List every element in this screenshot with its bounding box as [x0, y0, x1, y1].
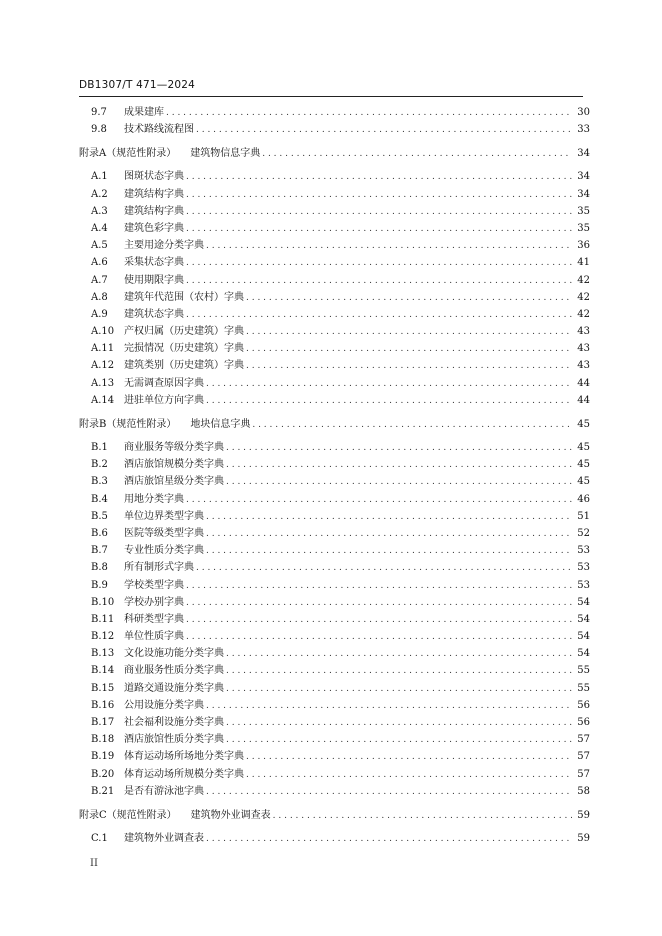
toc-entry-page: 51 [577, 510, 590, 522]
toc-entry-title: 建筑类别（历史建筑）字典 [124, 360, 244, 372]
toc-entry-title: 建筑结构字典 [124, 205, 184, 217]
toc-entry[interactable] [79, 357, 590, 374]
toc-entry-page: 45 [577, 459, 590, 471]
dot-leader [206, 526, 572, 543]
dot-leader [206, 784, 572, 801]
toc-entry-page: 44 [577, 394, 590, 406]
toc-entry[interactable] [79, 491, 590, 508]
toc-entry-page: 59 [577, 809, 590, 821]
toc-entry-title: 进驻单位方向字典 [124, 394, 204, 406]
dot-leader [186, 612, 572, 629]
toc-entry-title: 建筑物信息字典 [190, 148, 261, 160]
toc-entry[interactable] [79, 645, 590, 662]
toc-entry-number: A.6 [91, 257, 108, 269]
toc-entry-title: 图斑状态字典 [124, 171, 184, 183]
toc-entry[interactable] [79, 186, 590, 203]
toc-entry-page: 45 [577, 442, 590, 453]
toc-entry[interactable] [79, 439, 590, 456]
toc-entry-page: 43 [577, 360, 590, 372]
toc-entry[interactable] [79, 340, 590, 357]
toc-entry-page: 34 [577, 188, 590, 200]
dot-leader [246, 341, 572, 358]
toc-entry-number: B.4 [91, 493, 108, 505]
dot-leader [246, 324, 572, 341]
toc-entry[interactable] [79, 628, 590, 645]
toc-entry-title: 社会福利设施分类字典 [124, 717, 224, 728]
toc-entry-title: 采集状态字典 [124, 257, 184, 269]
toc-entry[interactable] [79, 830, 590, 847]
toc-entry-page: 33 [577, 124, 590, 136]
toc-entry-title: 体育运动场所规模分类字典 [124, 768, 244, 780]
toc-entry-page: 55 [577, 665, 590, 677]
toc-entry-number: C.1 [91, 832, 108, 844]
toc-entry-title: 建筑物外业调查表 [124, 832, 204, 844]
toc-entry-page: 45 [577, 419, 590, 430]
toc-entry-number: B.9 [91, 579, 108, 591]
toc-entry-title: 所有制形式字典 [124, 562, 194, 574]
toc-entry-number: A.13 [91, 377, 115, 389]
toc-entry[interactable] [79, 594, 590, 611]
dot-leader [246, 358, 572, 375]
toc-entry-number: A.14 [91, 394, 115, 406]
toc-entry-title: 学校类型字典 [124, 579, 184, 591]
toc-entry[interactable] [79, 104, 590, 121]
toc-entry-number: B.8 [91, 562, 108, 574]
toc-entry-page: 57 [577, 734, 590, 746]
toc-appendix-entry[interactable] [79, 414, 590, 436]
toc-entry-title: 主要用途分类字典 [124, 240, 204, 252]
toc-entry-title: 酒店旅馆星级分类字典 [124, 476, 224, 488]
toc-entry-number: B.7 [91, 545, 108, 557]
dot-leader [226, 681, 572, 698]
toc-entry-page: 58 [577, 785, 590, 797]
toc-entry[interactable] [79, 766, 590, 783]
toc-entry[interactable] [79, 542, 590, 559]
toc-entry-number: A.2 [91, 188, 108, 200]
toc-entry-title: 单位边界类型字典 [124, 510, 204, 522]
toc-entry-title: 商业服务性质分类字典 [124, 665, 224, 677]
toc-entry-title: 酒店旅馆规模分类字典 [124, 459, 224, 471]
toc-entry-page: 43 [577, 326, 590, 338]
toc-entry[interactable] [79, 577, 590, 594]
toc-entry-page: 53 [577, 545, 590, 557]
dot-leader [186, 595, 572, 612]
dot-leader [206, 831, 572, 848]
toc-entry-title: 是否有游泳池字典 [124, 785, 204, 797]
toc-entry[interactable] [79, 680, 590, 697]
toc-entry-number: B.15 [91, 682, 115, 694]
toc-entry-page: 57 [577, 768, 590, 780]
toc-entry-page: 53 [577, 579, 590, 591]
toc-entry-page: 30 [577, 107, 590, 118]
toc-entry-title: 建筑年代范围（农村）字典 [124, 291, 244, 303]
toc-entry-title: 科研类型字典 [124, 613, 184, 625]
toc-entry[interactable] [79, 748, 590, 765]
toc-entry-number: B.19 [91, 751, 115, 763]
toc-entry-number: 9.7 [91, 107, 107, 118]
toc-entry[interactable] [79, 611, 590, 628]
toc-entry[interactable] [79, 697, 590, 714]
toc-entry[interactable] [79, 237, 590, 254]
table-of-contents [79, 104, 590, 847]
toc-appendix-entry[interactable] [79, 805, 590, 827]
dot-leader [246, 290, 572, 307]
toc-entry[interactable] [79, 392, 590, 409]
toc-entry[interactable] [79, 254, 590, 271]
dot-leader [226, 646, 572, 663]
dot-leader [226, 474, 572, 491]
toc-entry-title: 建筑色彩字典 [124, 222, 184, 234]
toc-entry-page: 56 [577, 717, 590, 728]
toc-entry-page: 36 [577, 240, 590, 252]
toc-entry-page: 52 [577, 527, 590, 539]
toc-entry-page: 42 [577, 291, 590, 303]
toc-entry-title: 单位性质字典 [124, 631, 184, 643]
toc-entry-page: 45 [577, 476, 590, 488]
dot-leader [206, 238, 572, 255]
toc-entry-number: A.7 [91, 274, 108, 286]
toc-entry-number: B.16 [91, 699, 115, 711]
toc-entry[interactable] [79, 473, 590, 490]
dot-leader [273, 805, 572, 827]
toc-entry-number: B.11 [91, 613, 115, 625]
dot-leader [246, 767, 572, 784]
toc-entry-number: A.5 [91, 240, 108, 252]
toc-entry-page: 53 [577, 562, 590, 574]
toc-entry-page: 55 [577, 682, 590, 694]
toc-entry[interactable] [79, 559, 590, 576]
toc-entry[interactable] [79, 203, 590, 220]
toc-entry-number: B.21 [91, 785, 115, 797]
toc-entry-page: 41 [577, 257, 590, 269]
toc-entry-page: 46 [577, 493, 590, 505]
toc-appendix-entry[interactable] [79, 143, 590, 165]
dot-leader [206, 543, 572, 560]
toc-entry-page: 35 [577, 222, 590, 234]
toc-entry-title: 无需调查原因字典 [124, 377, 204, 389]
toc-entry-title: 体育运动场所场地分类字典 [124, 751, 244, 763]
dot-leader [186, 629, 572, 646]
dot-leader [186, 255, 572, 272]
toc-entry-number: B.6 [91, 527, 108, 539]
dot-leader [206, 376, 572, 393]
toc-entry[interactable] [79, 289, 590, 306]
toc-entry-number: B.5 [91, 510, 108, 522]
toc-entry-number: B.14 [91, 665, 115, 677]
toc-entry-page: 57 [577, 751, 590, 763]
toc-entry-page: 59 [577, 832, 590, 844]
toc-entry[interactable] [79, 375, 590, 392]
toc-entry-title: 建筑物外业调查表 [190, 809, 271, 821]
dot-leader [196, 122, 572, 139]
toc-entry-number: 附录A（规范性附录） [79, 148, 177, 160]
dot-leader [226, 457, 572, 474]
toc-entry[interactable] [79, 508, 590, 525]
toc-entry-title: 文化设施功能分类字典 [124, 648, 224, 660]
toc-entry-title: 地块信息字典 [190, 419, 251, 430]
toc-entry[interactable] [79, 323, 590, 340]
toc-entry-page: 34 [577, 148, 590, 160]
toc-entry[interactable] [79, 662, 590, 679]
toc-entry-number: 附录B（规范性附录） [79, 419, 177, 430]
toc-entry-title: 建筑结构字典 [124, 188, 184, 200]
toc-entry-page: 54 [577, 631, 590, 643]
toc-entry-number: A.11 [91, 343, 115, 355]
toc-entry[interactable] [79, 525, 590, 542]
toc-entry-title: 技术路线流程图 [124, 124, 194, 136]
toc-entry-title: 使用期限字典 [124, 274, 184, 286]
dot-leader [186, 187, 572, 204]
toc-entry-page: 35 [577, 205, 590, 217]
toc-entry-page: 42 [577, 274, 590, 286]
toc-entry-number: B.1 [91, 442, 108, 453]
dot-leader [196, 560, 572, 577]
toc-entry-title: 建筑状态字典 [124, 308, 184, 320]
toc-entry[interactable] [79, 731, 590, 748]
toc-entry-title: 学校办别字典 [124, 596, 184, 608]
toc-entry-title: 商业服务等级分类字典 [124, 442, 224, 453]
dot-leader [226, 715, 572, 732]
toc-entry[interactable] [79, 714, 590, 731]
toc-entry-page: 54 [577, 648, 590, 660]
header-divider [79, 96, 583, 97]
toc-entry-page: 56 [577, 699, 590, 711]
dot-leader [226, 732, 572, 749]
dot-leader [166, 105, 572, 122]
toc-entry[interactable] [79, 220, 590, 237]
dot-leader [206, 698, 572, 715]
dot-leader [252, 414, 572, 436]
toc-entry-page: 44 [577, 377, 590, 389]
toc-entry-number: B.3 [91, 476, 108, 488]
page-number: II [90, 858, 98, 869]
toc-entry-number: A.12 [91, 360, 115, 372]
toc-entry-number: 附录C（规范性附录） [79, 809, 177, 821]
toc-entry-page: 42 [577, 308, 590, 320]
toc-entry-page: 54 [577, 596, 590, 608]
toc-entry-number: A.9 [91, 308, 108, 320]
toc-entry-page: 34 [577, 171, 590, 183]
dot-leader [186, 307, 572, 324]
toc-entry[interactable] [79, 121, 590, 138]
toc-entry-title: 酒店旅馆性质分类字典 [124, 734, 224, 746]
toc-entry-title: 用地分类字典 [124, 493, 184, 505]
toc-entry[interactable] [79, 456, 590, 473]
toc-entry-number: B.2 [91, 459, 108, 471]
dot-leader [206, 393, 572, 410]
dot-leader [186, 169, 572, 186]
dot-leader [186, 204, 572, 221]
toc-entry-page: 54 [577, 613, 590, 625]
toc-entry-number: 9.8 [91, 124, 107, 136]
toc-entry-number: A.4 [91, 222, 108, 234]
dot-leader [206, 509, 572, 526]
toc-entry-number: B.13 [91, 648, 115, 660]
toc-entry-number: A.1 [91, 171, 108, 183]
toc-entry-title: 完损情况（历史建筑）字典 [124, 343, 244, 355]
toc-entry-number: B.17 [91, 717, 115, 728]
dot-leader [246, 749, 572, 766]
toc-entry-number: B.18 [91, 734, 115, 746]
dot-leader [262, 143, 572, 165]
toc-entry-title: 成果建库 [124, 107, 164, 118]
dot-leader [186, 221, 572, 238]
toc-entry-number: B.12 [91, 631, 115, 643]
toc-entry[interactable] [79, 306, 590, 323]
toc-entry-title: 专业性质分类字典 [124, 545, 204, 557]
toc-entry-page: 43 [577, 343, 590, 355]
toc-entry-number: A.8 [91, 291, 108, 303]
toc-entry[interactable] [79, 272, 590, 289]
toc-entry-title: 产权归属（历史建筑）字典 [124, 326, 244, 338]
dot-leader [226, 663, 572, 680]
toc-entry-number: B.20 [91, 768, 115, 780]
toc-entry-title: 道路交通设施分类字典 [124, 682, 224, 694]
toc-entry-number: A.3 [91, 205, 108, 217]
toc-entry[interactable] [79, 168, 590, 185]
toc-entry-number: A.10 [91, 326, 115, 338]
toc-entry-title: 医院等级类型字典 [124, 527, 204, 539]
dot-leader [186, 492, 572, 509]
toc-entry-number: B.10 [91, 596, 115, 608]
dot-leader [186, 578, 572, 595]
dot-leader [186, 273, 572, 290]
toc-entry[interactable] [79, 783, 590, 800]
toc-entry-title: 公用设施分类字典 [124, 699, 204, 711]
document-code: DB1307/T 471—2024 [79, 79, 195, 91]
dot-leader [226, 440, 572, 457]
